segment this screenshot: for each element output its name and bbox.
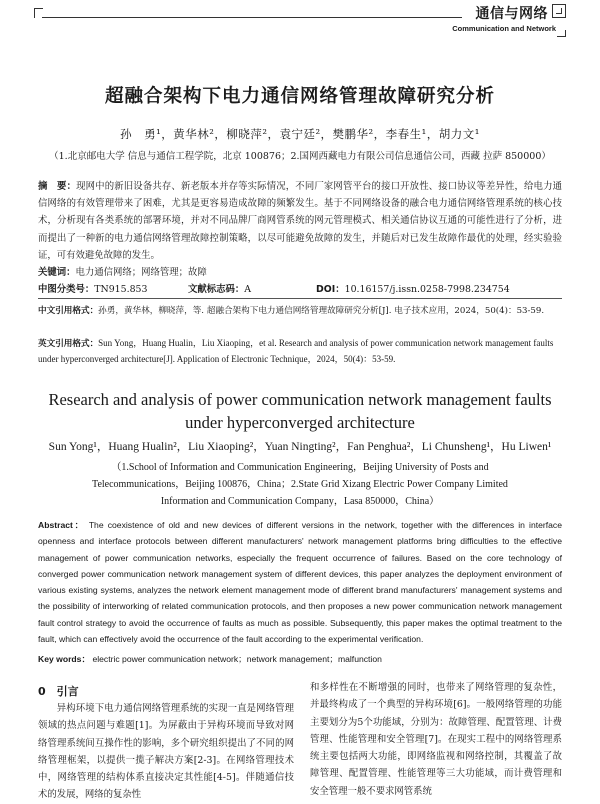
doi-label: DOI： xyxy=(316,284,345,295)
keywords-en xyxy=(38,653,382,665)
header-rule xyxy=(42,17,462,18)
citation-en-label: 英文引用格式： xyxy=(38,339,99,349)
affiliation-en xyxy=(0,459,600,510)
affiliation-en-line3: Information and Communication Company，Lasa 850000，China） xyxy=(160,496,440,507)
doc-code-label: 文献标志码： xyxy=(188,284,245,295)
clc-value: TN915.853 xyxy=(94,284,148,295)
affiliation-zh: （1.北京邮电大学 信息与通信工程学院，北京 100876；2.国网西藏电力有限公司信息通信公司，西藏 拉萨 850000） xyxy=(49,151,551,162)
keywords-en-label: Key words： xyxy=(38,654,91,664)
keywords-zh-text: 电力通信网络；网络管理；故障 xyxy=(75,267,207,278)
body-left-column: 异构环境下电力通信网络管理系统的实现一直是网络管理领域的热点问题与难题[1]。为屏蔽由于异构环境而导致对网络管理系统间互操作性的影响，多个研究组织提出了不同的网络管理框架，以提供一揽子解决方案[2-3]。在网络管理技术中，网络管理的结构体系直接决定其性能[4-5]。伴随通信技术的发展，网络的复杂性 xyxy=(38,703,294,801)
affiliation-en-line2: Telecommunications，Beijing 100876，China；2.State Grid Xizang Electric Power Company Limited xyxy=(92,479,508,490)
citation-en-text: Sun Yong，Huang Hualin，Liu Xiaoping，et al. Research and analysis of power communication network management faults under hyperconverged architecture[J]. Application of Electronic Technique，2024，50(4)：53-59. xyxy=(38,338,554,364)
keywords-zh-label: 关键词： xyxy=(38,267,76,278)
clc-label: 中图分类号： xyxy=(38,284,95,295)
meta-divider xyxy=(38,298,562,299)
citation-zh-label: 中文引用格式： xyxy=(38,306,99,316)
abstract-zh-text: 现网中的新旧设备共存、新老版本并存等实际情况，不同厂家网管平台的接口开放性、接口协议等差异性，给电力通信网络的有效管理带来了困难，尤其是更容易造成故障的频繁发生。基于不同网络设备的融合电力通信网络管理系统的核心技术，分析现有各类系统的部署环境，并对不同品牌厂商网管系统的网元管理模式、相关通信协议互通的可能性进行了分析，进而提出了一种新的电力通信网络管理故障控制策略，以尽可能避免故障的发生，并随后对已发生故障作最优的处理，经实验验证，可有效避免故障的发生。 xyxy=(38,181,562,261)
abstract-zh xyxy=(38,178,562,264)
citation-en xyxy=(38,336,562,367)
paper-title-zh: 超融合架构下电力通信网络管理故障研究分析 xyxy=(104,86,495,107)
abstract-en-label: Abstract： xyxy=(38,520,85,530)
citation-zh xyxy=(38,304,562,319)
journal-header xyxy=(0,0,600,40)
authors-en: Sun Yong¹，Huang Hualin²，Liu Xiaoping²，Yuan Ningting²，Fan Penghua²，Li Chunsheng¹，Hu Liwen¹ xyxy=(48,441,552,453)
affiliation-en-line1: （1.School of Information and Communication Engineering，Beijing University of Posts and xyxy=(111,462,489,473)
doi-value: 10.16157/j.issn.0258-7998.234754 xyxy=(344,284,510,295)
keywords-en-text: electric power communication network；network management；malfunction xyxy=(92,654,382,664)
abstract-en-text: The coexistence of old and new devices of different versions in the network, together with the differences in interface openness and interface protocols between different manufacturers' network management platforms bring difficulties to the effective management of power communication networks, especially the frequent occurrence of failures. Based on the core technology of converged power communication network management system of different devices, this paper analyzes the deployment environment of various existing systems, analyzes the network element management mode of different brand manufacturers' management systems and the possibility of interworking of related communication protocols, and then proposes a new power communication network management fault control strategy to avoid the occurrence of faults as much as possible. Subsequently, this paper makes the optimal treatment to the fault, which can effectively avoid the occurrence of the fault according to the experimental verification. xyxy=(38,520,562,645)
citation-zh-text: 孙勇，黄华林，柳晓萍，等. 超融合架构下电力通信网络管理故障研究分析[J]. 电子技术应用，2024，50(4)：53-59. xyxy=(98,306,545,316)
paper-title-en-line2: under hyperconverged architecture xyxy=(185,413,415,432)
journal-title-zh: 通信与网络 xyxy=(475,6,548,22)
abstract-zh-label: 摘 要： xyxy=(38,181,77,192)
abstract-en xyxy=(38,517,562,647)
body-right-column: 和多样性在不断增强的同时，也带来了网络管理的复杂性，并最终构成了一个典型的异构环境[6]。一般网络管理的功能主要划分为5个功能域，分别为：故障管理、配置管理、计费管理、性能管理和安全管理[7]。在现实工程中的网络管理系统主要包括两大功能，即网络监视和网络控制，其覆盖了故障管理、配置管理、性能管理等三大功能域，而计费管理和安全管理一般不要求网管系统 xyxy=(310,682,562,797)
header-corner-mark-right xyxy=(557,30,566,37)
section-heading: 0 引言 xyxy=(38,685,79,698)
header-logo-icon xyxy=(552,4,566,18)
keywords-zh xyxy=(38,264,207,278)
doc-code-value: A xyxy=(244,284,252,295)
paper-title-en-line1: Research and analysis of power communication network management faults xyxy=(48,390,552,409)
journal-title-en: Communication and Network xyxy=(452,24,556,33)
paper-title-en xyxy=(0,388,600,434)
authors-zh: 孙 勇¹，黄华林²，柳晓萍²，袁宁廷²，樊鹏华²，李春生¹，胡力文¹ xyxy=(120,127,480,141)
